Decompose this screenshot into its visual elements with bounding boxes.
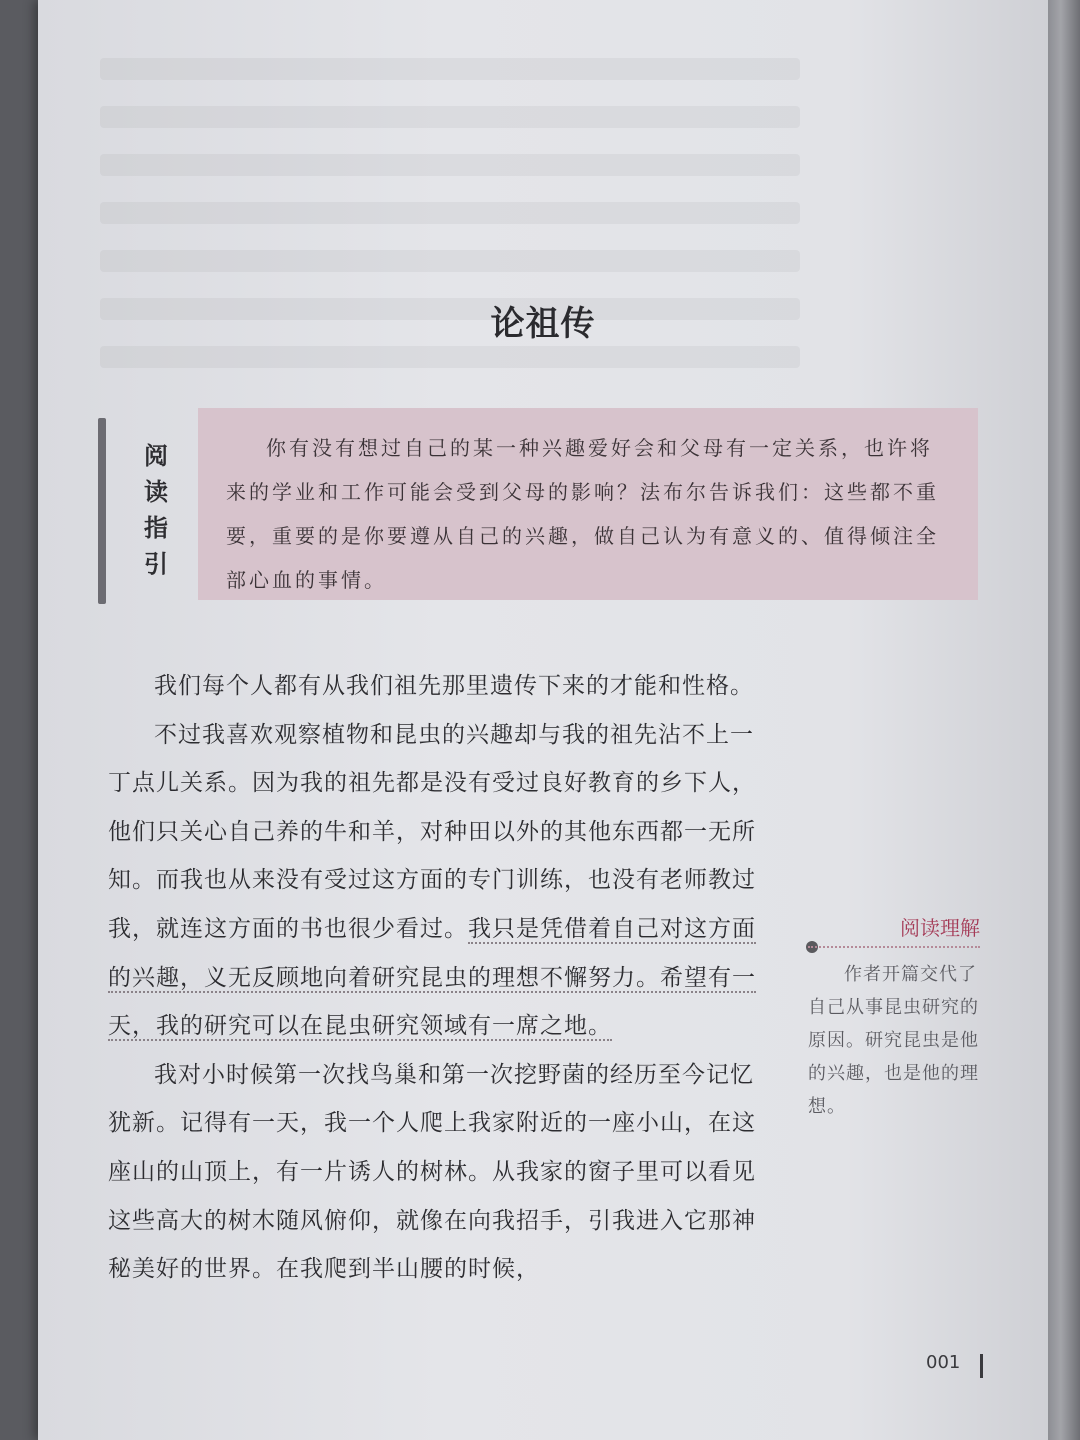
body-text bbox=[108, 662, 768, 1294]
bleed-through-line bbox=[100, 58, 800, 80]
page-number-bar bbox=[980, 1354, 983, 1378]
paragraph-3: 我对小时候第一次找鸟巢和第一次挖野菌的经历至今记忆犹新。记得有一天，我一个人爬上我家附近的一座小山，在这座山的山顶上，有一片诱人的树林。从我家的窗子里可以看见这些高大的树木随风俯仰，就像在向我招手，引我进入它那神秘美好的世界。在我爬到半山腰的时候， bbox=[108, 1061, 756, 1283]
chapter-title: 论祖传 bbox=[490, 304, 596, 344]
guide-label-char: 指 bbox=[144, 514, 168, 542]
sidebar-title: 阅读理解 bbox=[900, 916, 980, 940]
bleed-through-line bbox=[100, 250, 800, 272]
bleed-through-line bbox=[100, 202, 800, 224]
guide-label-char: 引 bbox=[144, 550, 168, 578]
bleed-through-line bbox=[100, 106, 800, 128]
guide-label-char: 阅 bbox=[144, 442, 168, 470]
guide-tab-bar bbox=[98, 418, 106, 604]
reading-guide-text: 你有没有想过自己的某一种兴趣爱好会和父母有一定关系，也许将来的学业和工作可能会受到父母的影响？法布尔告诉我们：这些都不重要，重要的是你要遵从自己的兴趣，做自己认为有意义的、值得倾注全部心血的事情。 bbox=[226, 436, 939, 592]
book-page bbox=[38, 0, 1048, 1440]
sidebar-rule bbox=[808, 946, 980, 948]
reading-guide-tab bbox=[98, 418, 194, 604]
page-stack-edge bbox=[1048, 0, 1080, 1440]
sidebar-note: 作者开篇交代了自己从事昆虫研究的原因。研究昆虫是他的兴趣，也是他的理想。 bbox=[808, 964, 979, 1117]
paragraph-1: 我们每个人都有从我们祖先那里遗传下来的才能和性格。 bbox=[154, 673, 754, 699]
underlined-passage: 我只是凭借着自己对这方面的兴趣，义无反顾地向着研究昆虫的理想不懈努力。希望有一天，我的研究可以在昆虫研究领域有一席之地。 bbox=[108, 915, 756, 1040]
bleed-through-line bbox=[100, 154, 800, 176]
paragraph-2 bbox=[108, 711, 768, 1051]
paragraph-2-plain: 不过我喜欢观察植物和昆虫的兴趣却与我的祖先沾不上一丁点儿关系。因为我的祖先都是没有受过良好教育的乡下人，他们只关心自己养的牛和羊，对种田以外的其他东西都一无所知。而我也从来没有受过这方面的专门训练，也没有老师教过我，就连这方面的书也很少看过。 bbox=[108, 721, 756, 942]
page-number: 001 bbox=[926, 1352, 961, 1373]
reading-guide-box bbox=[198, 408, 978, 600]
guide-label-char: 读 bbox=[144, 478, 168, 506]
bleed-through-line bbox=[100, 346, 800, 368]
reading-guide-label bbox=[136, 438, 176, 582]
